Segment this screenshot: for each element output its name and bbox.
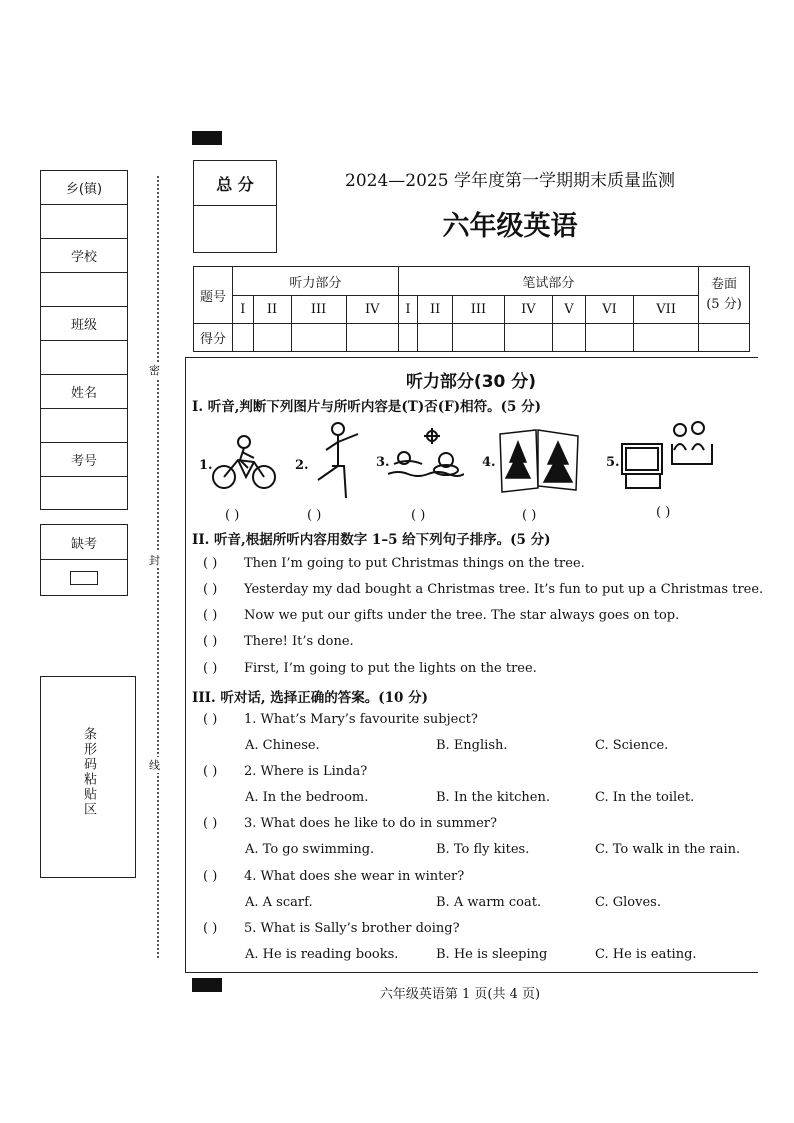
option-1b: B. English. [436, 738, 508, 753]
order-paren-4[interactable]: ( ) [203, 634, 218, 649]
field-label-town: 乡(镇) [41, 171, 127, 205]
exam-subtitle: 六年级英语 [442, 211, 578, 242]
field-blank-number[interactable] [41, 477, 127, 509]
col-w6: VI [585, 296, 634, 324]
total-score-box [193, 160, 277, 253]
seal-char-mi: 密 [149, 364, 160, 377]
total-score-label: 总 分 [194, 161, 276, 206]
field-blank-school[interactable] [41, 273, 127, 307]
option-2c: C. In the toilet. [595, 790, 695, 805]
barcode-label: 条形码粘贴区 [81, 727, 96, 817]
col-w5: V [553, 296, 586, 324]
score-cell[interactable] [233, 324, 254, 352]
col-l2: II [253, 296, 291, 324]
col-l3: III [291, 296, 346, 324]
neat-label: 卷面 [710, 277, 737, 292]
score-cell[interactable] [699, 324, 750, 352]
pic-num-1: 1. [199, 458, 213, 473]
field-blank-class[interactable] [41, 341, 127, 375]
score-cell[interactable] [398, 324, 417, 352]
col-l4: IV [346, 296, 398, 324]
order-paren-3[interactable]: ( ) [203, 608, 218, 623]
pic-num-2: 2. [295, 458, 309, 473]
score-cell[interactable] [453, 324, 504, 352]
seal-char-xian: 线 [149, 759, 160, 772]
score-cell[interactable] [418, 324, 453, 352]
col-w7: VII [634, 296, 699, 324]
order-sentence-4: There! It’s done. [244, 634, 354, 649]
written-header: 笔试部分 [398, 267, 698, 296]
question-5: 5. What is Sally’s brother doing? [244, 921, 460, 936]
question-3: 3. What does he like to do in summer? [244, 816, 497, 831]
boy-cycling-icon [210, 432, 278, 496]
field-label-class: 班级 [41, 307, 127, 341]
pic-num-3: 3. [376, 455, 390, 470]
absent-box [40, 524, 128, 596]
pic-num-5: 5. [606, 455, 620, 470]
option-2a: A. In the bedroom. [245, 790, 369, 805]
option-5b: B. He is sleeping [436, 947, 548, 962]
total-score-blank[interactable] [194, 206, 276, 252]
choice-paren-3[interactable]: ( ) [203, 816, 218, 831]
col-w1: I [398, 296, 417, 324]
score-cell[interactable] [634, 324, 699, 352]
exam-title: 2024—2025 学年度第一学期期末质量监测 [345, 171, 675, 191]
answer-paren-3[interactable]: ( ) [411, 508, 426, 523]
field-label-name: 姓名 [41, 375, 127, 409]
col-l1: I [233, 296, 254, 324]
neat-header [699, 267, 750, 324]
option-4c: C. Gloves. [595, 895, 661, 910]
q-label: 题号 [194, 267, 233, 324]
choice-paren-4[interactable]: ( ) [203, 869, 218, 884]
registration-mark-top [192, 131, 222, 145]
section-3-title: III. 听对话, 选择正确的答案。(10 分) [192, 690, 429, 706]
order-sentence-3: Now we put our gifts under the tree. The star always goes on top. [244, 608, 680, 623]
col-w4: IV [504, 296, 553, 324]
option-1c: C. Science. [595, 738, 669, 753]
option-4b: B. A warm coat. [436, 895, 542, 910]
order-sentence-5: First, I’m going to put the lights on the tree. [244, 661, 537, 676]
choice-paren-1[interactable]: ( ) [203, 712, 218, 727]
score-cell[interactable] [553, 324, 586, 352]
answer-paren-4[interactable]: ( ) [522, 508, 537, 523]
seal-char-feng: 封 [149, 554, 160, 567]
option-5a: A. He is reading books. [245, 947, 399, 962]
order-paren-1[interactable]: ( ) [203, 556, 218, 571]
score-cell[interactable] [585, 324, 634, 352]
col-w3: III [453, 296, 504, 324]
score-cell[interactable] [253, 324, 291, 352]
christmas-cards-icon [496, 428, 582, 498]
neat-score: (5 分) [706, 297, 742, 312]
choice-paren-2[interactable]: ( ) [203, 764, 218, 779]
score-table [193, 266, 750, 352]
barcode-area [40, 676, 136, 878]
listening-header: 听力部分 [233, 267, 399, 296]
option-3b: B. To fly kites. [436, 842, 530, 857]
answer-paren-1[interactable]: ( ) [225, 508, 240, 523]
absent-label: 缺考 [41, 525, 127, 560]
pic-num-4: 4. [482, 455, 496, 470]
girl-dancing-icon [308, 420, 368, 506]
choice-paren-5[interactable]: ( ) [203, 921, 218, 936]
page-footer: 六年级英语第 1 页(共 4 页) [379, 987, 541, 1002]
registration-mark-bottom [192, 978, 222, 992]
question-1: 1. What’s Mary’s favourite subject? [244, 712, 478, 727]
student-info-box [40, 170, 128, 510]
order-paren-5[interactable]: ( ) [203, 661, 218, 676]
family-tv-icon [620, 420, 716, 496]
field-blank-town[interactable] [41, 205, 127, 239]
option-5c: C. He is eating. [595, 947, 697, 962]
option-4a: A. A scarf. [245, 895, 313, 910]
listening-title: 听力部分(30 分) [405, 372, 537, 392]
kids-swimming-icon [388, 428, 464, 484]
absent-checkbox[interactable] [70, 571, 98, 585]
score-cell[interactable] [504, 324, 553, 352]
option-2b: B. In the kitchen. [436, 790, 550, 805]
answer-paren-5[interactable]: ( ) [656, 505, 671, 520]
option-3a: A. To go swimming. [245, 842, 375, 857]
field-blank-name[interactable] [41, 409, 127, 443]
field-label-number: 考号 [41, 443, 127, 477]
order-sentence-1: Then I’m going to put Christmas things on the tree. [244, 556, 585, 571]
order-sentence-2: Yesterday my dad bought a Christmas tree. It’s fun to put up a Christmas tree. [244, 582, 764, 597]
section-2-title: II. 听音,根据所听内容用数字 1–5 给下列句子排序。(5 分) [192, 532, 551, 548]
option-1a: A. Chinese. [245, 738, 320, 753]
question-4: 4. What does she wear in winter? [244, 869, 465, 884]
question-2: 2. Where is Linda? [244, 764, 368, 779]
section-1-title: I. 听音,判断下列图片与所听内容是(T)否(F)相符。(5 分) [192, 399, 541, 415]
score-label: 得分 [194, 324, 233, 352]
score-cell[interactable] [346, 324, 398, 352]
option-3c: C. To walk in the rain. [595, 842, 741, 857]
order-paren-2[interactable]: ( ) [203, 582, 218, 597]
answer-paren-2[interactable]: ( ) [307, 508, 322, 523]
col-w2: II [418, 296, 453, 324]
score-cell[interactable] [291, 324, 346, 352]
field-label-school: 学校 [41, 239, 127, 273]
